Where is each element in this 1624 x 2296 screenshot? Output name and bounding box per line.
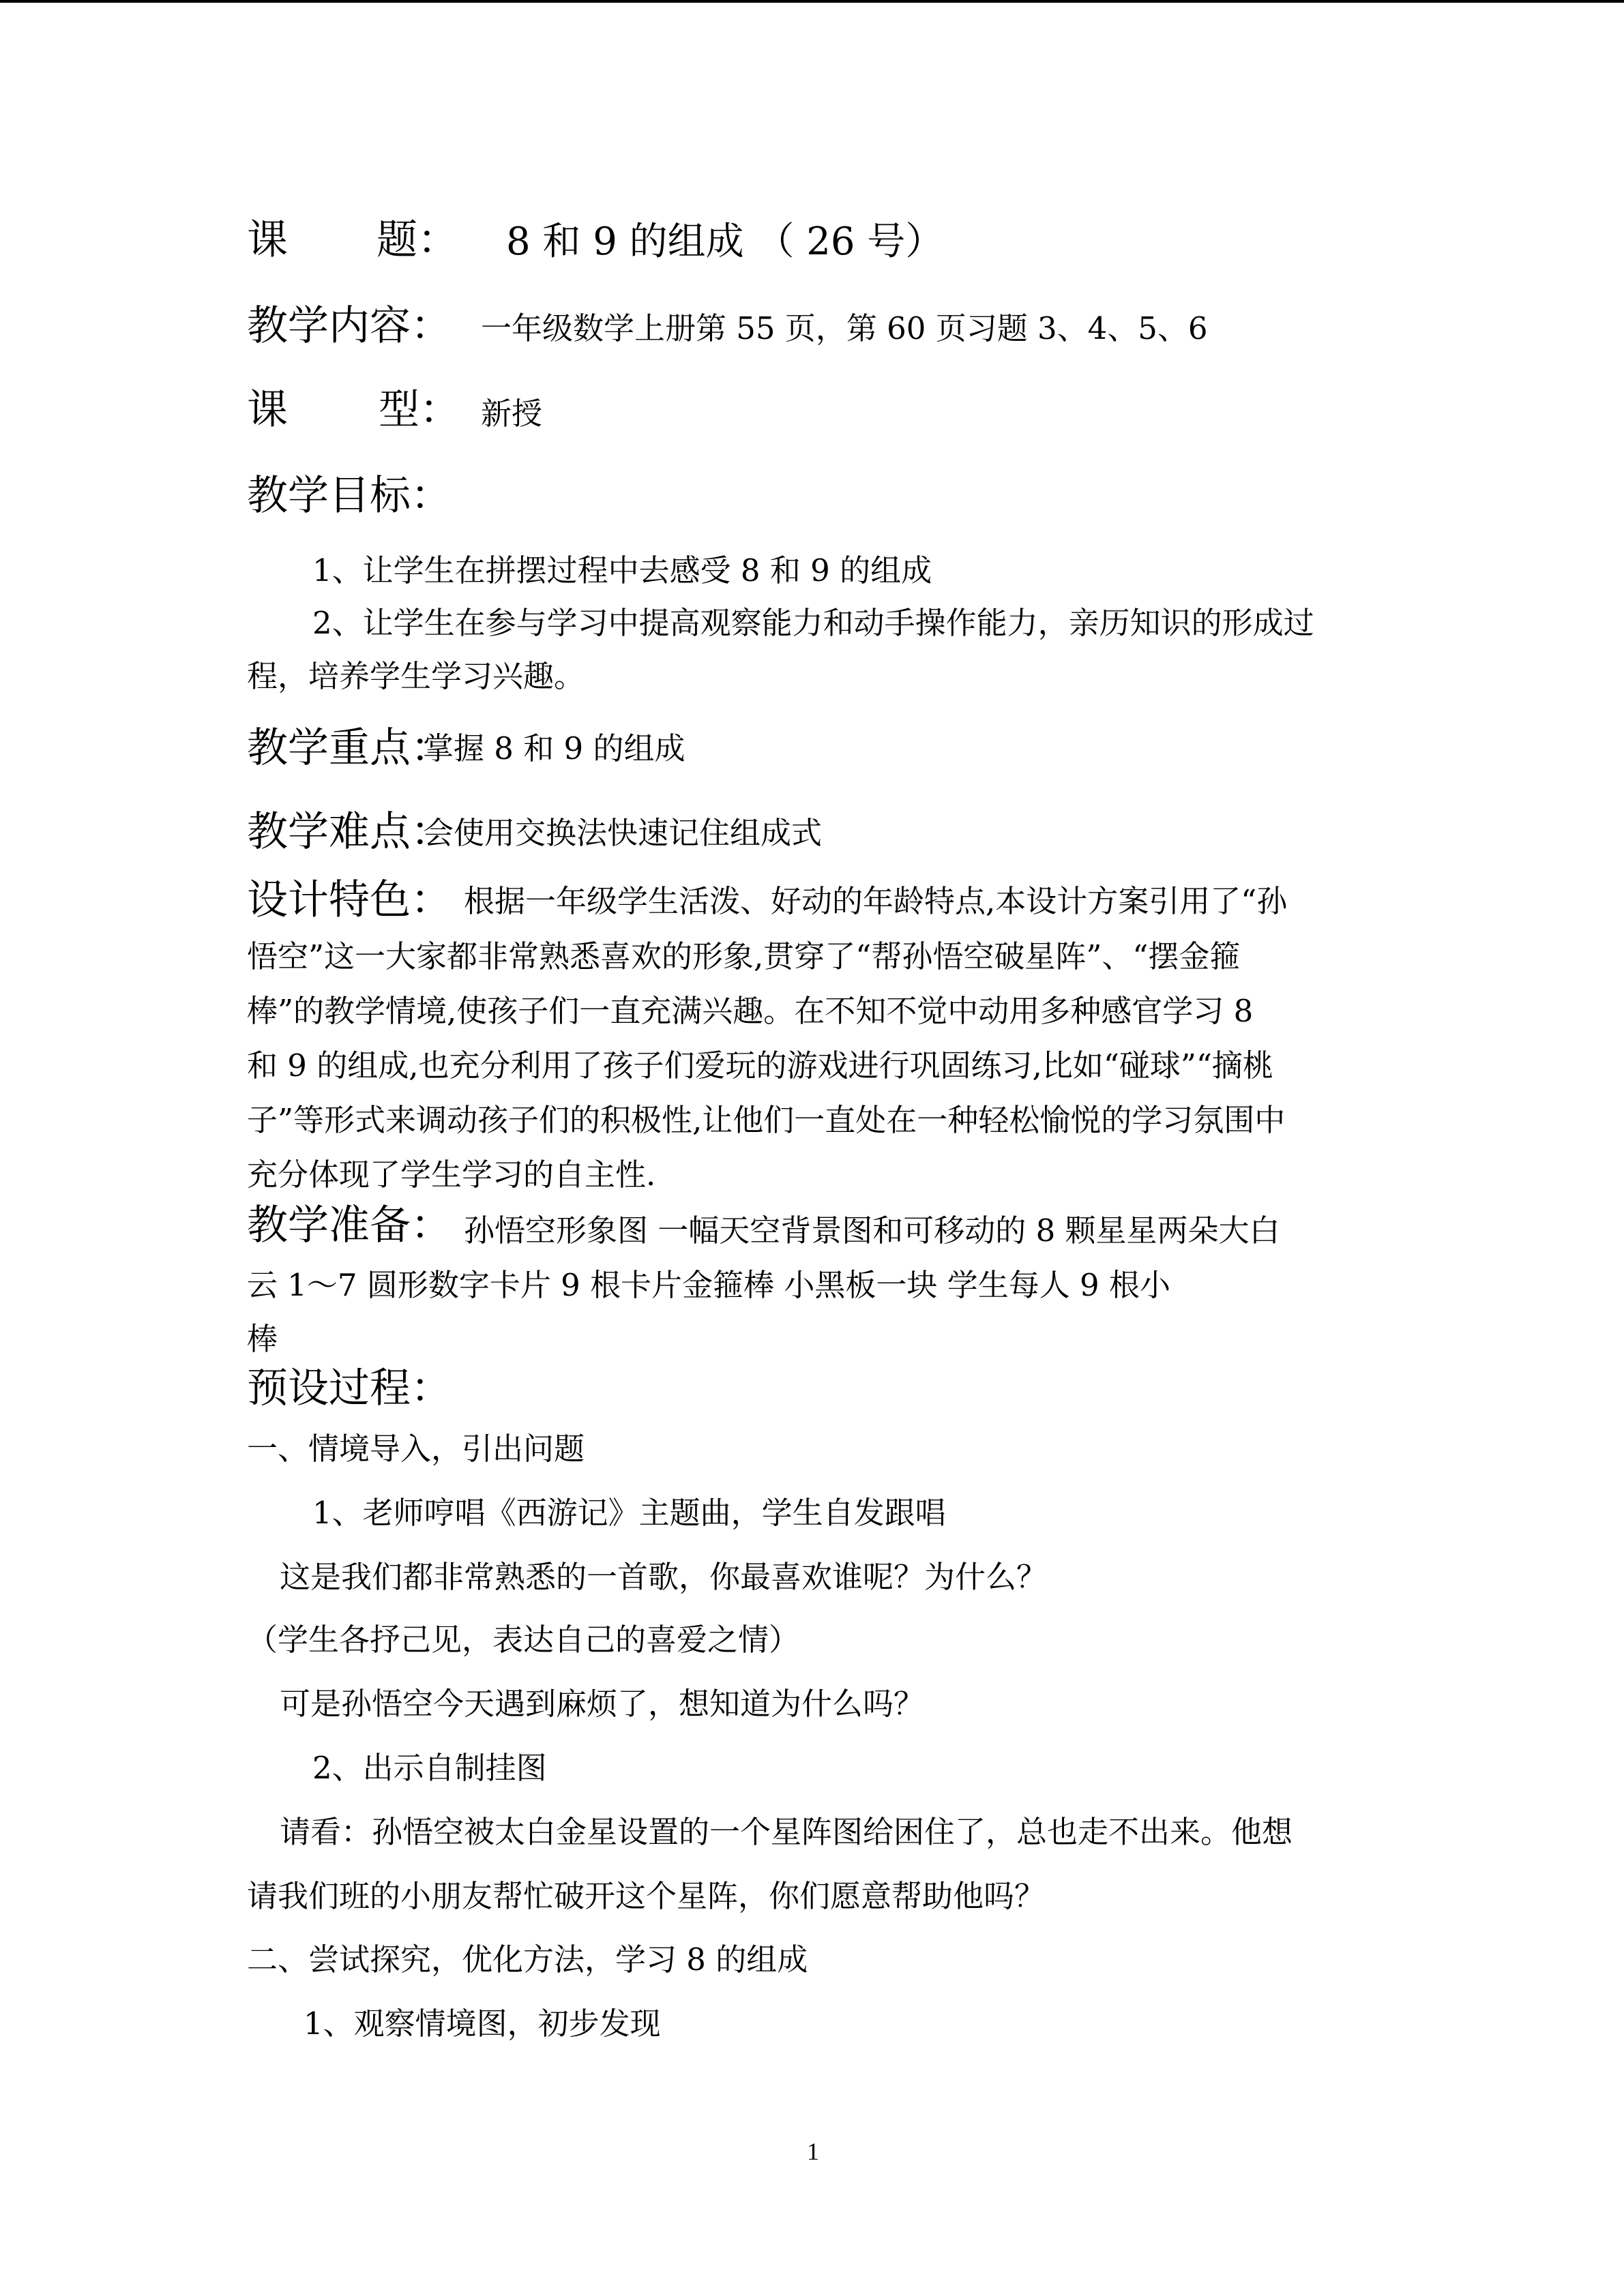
key-point-value: 掌握 8 和 9 的组成 bbox=[423, 730, 685, 766]
topic-label-char2: 题： bbox=[377, 216, 458, 264]
objective-item-2-line2: 程，培养学生学习兴趣。 bbox=[247, 658, 585, 694]
preparation-line-2: 云 1～7 圆形数字卡片 9 根卡片金箍棒 小黑板一块 学生每人 9 根小 bbox=[247, 1267, 1170, 1303]
design-line-1: 根据一年级学生活泼、好动的年龄特点,本设计方案引用了“孙 bbox=[464, 883, 1288, 919]
design-line-2: 悟空”这一大家都非常熟悉喜欢的形象,贯穿了“帮孙悟空破星阵”、“摆金箍 bbox=[247, 938, 1241, 974]
type-label-char2: 型： bbox=[379, 386, 460, 434]
paragraph-3: 可是孙悟空今天遇到麻烦了，想知道为什么吗？ bbox=[280, 1686, 925, 1722]
paragraph-4-line2: 请我们班的小朋友帮忙破开这个星阵，你们愿意帮助他吗？ bbox=[247, 1878, 1046, 1914]
preparation-line-3: 棒 bbox=[247, 1321, 278, 1357]
process-label: 预设过程： bbox=[247, 1365, 452, 1412]
topic-label-char1: 课 bbox=[247, 216, 288, 264]
difficulty-label: 教学难点： bbox=[247, 808, 452, 856]
objective-item-1: 1、让学生在拼摆过程中去感受 8 和 9 的组成 bbox=[312, 552, 932, 588]
preparation-label: 教学准备： bbox=[247, 1202, 452, 1249]
section-1-title: 一、情境导入，引出问题 bbox=[247, 1431, 585, 1467]
type-value: 新授 bbox=[481, 396, 543, 432]
objective-item-2-line1: 2、让学生在参与学习中提高观察能力和动手操作能力，亲历知识的形成过 bbox=[312, 605, 1314, 641]
section-2-title: 二、尝试探究，优化方法，学习 8 的组成 bbox=[247, 1941, 808, 1978]
step-3: 1、观察情境图，初步发现 bbox=[304, 2006, 661, 2042]
preparation-line-1: 孙悟空形象图 一幅天空背景图和可移动的 8 颗星星两朵大白 bbox=[464, 1212, 1280, 1249]
content-label: 教学内容： bbox=[247, 302, 452, 350]
key-point-label: 教学重点： bbox=[247, 724, 452, 772]
top-border-line bbox=[0, 0, 1624, 3]
page-number: 1 bbox=[807, 2138, 819, 2165]
type-label-char1: 课 bbox=[247, 386, 288, 434]
topic-value: 8 和 9 的组成 （ 26 号） bbox=[506, 220, 944, 264]
step-1: 1、老师哼唱《西游记》主题曲，学生自发跟唱 bbox=[312, 1495, 946, 1531]
design-line-3: 棒”的教学情境,使孩子们一直充满兴趣。在不知不觉中动用多种感官学习 8 bbox=[247, 993, 1254, 1029]
step-2: 2、出示自制挂图 bbox=[312, 1750, 547, 1786]
content-value: 一年级数学上册第 55 页，第 60 页习题 3、4、5、6 bbox=[481, 310, 1208, 346]
paragraph-2: （学生各抒己见，表达自己的喜爱之情） bbox=[247, 1622, 800, 1658]
difficulty-value: 会使用交换法快速记住组成式 bbox=[423, 815, 823, 851]
paragraph-4-line1: 请看：孙悟空被太白金星设置的一个星阵图给困住了，总也走不出来。他想 bbox=[280, 1814, 1293, 1850]
design-line-5: 子”等形式来调动孩子们的积极性,让他们一直处在一种轻松愉悦的学习氛围中 bbox=[247, 1102, 1286, 1138]
design-label: 设计特色： bbox=[247, 876, 452, 924]
paragraph-1: 这是我们都非常熟悉的一首歌，你最喜欢谁呢？为什么？ bbox=[280, 1559, 1048, 1595]
objectives-label: 教学目标： bbox=[247, 472, 452, 520]
design-line-4: 和 9 的组成,也充分利用了孩子们爱玩的游戏进行巩固练习,比如“碰球”“摘桃 bbox=[247, 1047, 1273, 1084]
design-line-6: 充分体现了学生学习的自主性. bbox=[247, 1157, 656, 1193]
